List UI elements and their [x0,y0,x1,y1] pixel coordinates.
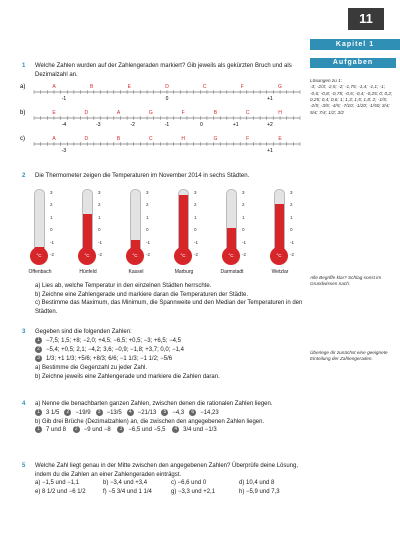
items-a: 1 3 1/5 2 −19/9 3 −13/5 4 −21/13 5 −4,3 6 −14,23 [35,409,307,418]
point-letter: A [116,110,121,116]
tick-label: +1 [267,148,273,154]
thermometer-tube [34,189,45,253]
thermometer-bulb: °C [270,247,288,265]
thermometer-tube [178,189,189,253]
city-label: Darmstadt [220,269,244,275]
label-a: a) [20,84,26,90]
task-5 [22,462,307,497]
task-text: Welche Zahl liegt genau in der Mitte zwischen den angegebenen Zahlen? Überprüfe deine Lösung, indem du die Zahlen an einer Zahlengeraden einträgst. [35,463,299,478]
number-row-3: 3 1/3; +1 1/3; +5/6; +8/3; 6/6; −1 1/3; −1 1/2; −5/6 [35,355,307,364]
items-b: 1 7 und 8 2 −9 und −8 3 −6,5 und −5,5 4 3/4 und −1/3 [35,426,307,435]
point-letter: F [246,136,250,142]
task-number: 3 [22,329,26,335]
solutions-title: Lösungen zu 1: [310,78,343,83]
point-letter: H [181,136,185,142]
thermometer [126,187,170,275]
point-letter: F [240,84,244,90]
task-number: 4 [22,401,26,407]
thermometer [174,187,218,275]
number-row-2: 2 −5,4; +0,5; 2,1; −4,2; 3,6; −0,9; −1,8; +3,7; 0,0; −1,4 [35,346,307,355]
thermometer-bulb: °C [78,247,96,265]
task-text: Gegeben sind die folgenden Zahlen: [35,329,132,335]
task-1 [22,62,307,79]
temperature-scale: 3 2 1 0 -1 -2 [98,190,103,258]
city-label: Offenbach [28,269,52,275]
mercury-fill [179,195,188,252]
number-row-1: 1 −7,5; 1,5; +8; −2,0; +4,5; −6,5; +0,5; −3; +6,5; −4,5 [35,337,307,346]
task-number: 1 [22,63,26,69]
point-letter: D [165,84,169,90]
point-letter: B [89,84,94,90]
number-line-b [34,110,300,128]
solutions-body: -3; -2/3; -2,5; -2; -1,75; -1,4; -1,1; -1; -0,6; -0,8; -0,75; -0,5; -0,4; -0,25; 0; 0,2; 0,25; 0,4; 0,6; 1; 1,3; 1,5; 1,8; 2; -1/5; -2/5; -3/5; -4/5; -7/10; -1/20; -1/50; 3/4; 5/4; 7/4; 1/2; 3/2 [310,84,393,115]
question-a: a) Lies ab, welche Temperatur in den einzelnen Städten herrschte. [35,283,212,289]
thermometers [28,187,305,275]
page-number: 11 [348,8,384,30]
number-line-c [34,136,300,154]
thermometer [270,187,314,275]
mercury-fill [275,204,284,252]
tick-label: -1 [164,122,170,128]
temperature-scale: 3 2 1 0 -1 -2 [242,190,247,258]
point-letter: G [213,136,218,142]
question-b: b) Zeichne eine Zahlengerade und markiere daran die Temperaturen der Städte. [35,291,249,298]
thermometer-tube [82,189,93,253]
thermometer-bulb: °C [222,247,240,265]
tick-label: +2 [267,122,273,128]
midpoint-items: a) −1,5 und −1,1 b) −3,4 und +3,4 c) −6,6 und 0 d) 10,4 und 8 e) 8 1/2 und −6 1/2 f) −5 3/4 und 1 1/4 g) −3,3 und +2,1 h) −5,9 und 7,3 [35,480,280,496]
point-letter: C [149,136,153,142]
question-a: a) Nenne die benachbarten ganzen Zahlen, zwischen denen die rationalen Zahlen liegen. [35,401,273,407]
point-letter: F [181,110,185,116]
task-number: 5 [22,463,26,469]
temperature-scale: 3 2 1 0 -1 -2 [50,190,55,258]
point-letter: C [202,84,207,90]
label-c: c) [20,136,25,142]
label-b: b) [20,110,26,116]
point-letter: C [245,110,250,116]
chapter-label: Kapitel 1 [310,39,400,50]
thermometer-tube [226,189,237,253]
task-3 [22,328,307,381]
thermometer [78,187,122,275]
tick-label: 0 [165,96,169,102]
task-number: 2 [22,173,26,179]
temperature-scale: 3 2 1 0 -1 -2 [146,190,151,258]
point-letter: G [148,110,153,116]
task-4 [22,400,307,436]
point-letter: D [84,110,89,116]
point-letter: A [52,136,56,142]
task-2 [22,172,307,181]
question-c: c) Bestimme das Maximum, das Minimum, die Spannweite und den Median der Temperaturen in den Städten. [35,300,303,316]
task-2-questions [22,282,307,317]
point-letter: E [52,110,56,116]
city-label: Kassel [128,269,144,275]
thermometer [28,187,74,275]
section-label: Aufgaben [310,58,396,68]
point-letter: E [127,84,132,90]
thermometer-tube [274,189,285,253]
temperature-scale: 3 2 1 0 -1 -2 [194,190,199,258]
tick-label: -1 [61,96,67,102]
tick-label: -4 [61,122,67,128]
tick-label: -3 [61,148,67,154]
solutions-box [310,78,394,116]
number-lines [20,78,305,168]
tick-label: -2 [130,122,135,128]
city-label: Marburg [174,269,194,275]
tick-label: +1 [267,96,273,102]
question-a: a) Bestimme die Gegenzahl zu jeder Zahl. [35,364,148,371]
number-line-a [34,84,300,102]
point-letter: A [52,84,56,90]
thermometer-bulb: °C [126,247,144,265]
tick-label: 0 [199,122,203,128]
thermometer-bulb: °C [174,247,192,265]
task-text: Welche Zahlen wurden auf der Zahlengeraden markiert? Gib jeweils als gekürzten Bruch und als Dezimalzahl an. [35,63,292,78]
note-axis: Überlege dir zunächst eine geeignete Einteilung der Zahlengeraden. [310,350,388,362]
thermometer-bulb: °C [30,247,48,265]
point-letter: B [213,110,218,116]
point-letter: B [116,136,121,142]
city-label: Hünfeld [79,269,97,275]
question-b: b) Zeichne jeweils eine Zahlengerade und markiere die Zahlen daran. [35,373,220,380]
point-letter: D [84,136,89,142]
point-letter: E [278,136,282,142]
tick-label: +1 [232,122,239,128]
tick-label: -3 [96,122,101,128]
question-b: b) Gib drei Brüche (Dezimalzahlen) an, die zwischen den angegebenen Zahlen liegen. [35,418,265,425]
point-letter: H [278,110,282,116]
city-label: Wetzlar [271,269,289,275]
task-text: Die Thermometer zeigen die Temperaturen im November 2014 in sechs Städten. [35,173,250,179]
temperature-scale: 3 2 1 0 -1 -2 [290,190,295,258]
thermometer-tube [130,189,141,253]
point-letter: G [278,84,282,90]
note-terms: Alle Begriffe klar? Schlag sonst im Grundwissen nach. [310,275,382,287]
thermometer [220,187,266,275]
